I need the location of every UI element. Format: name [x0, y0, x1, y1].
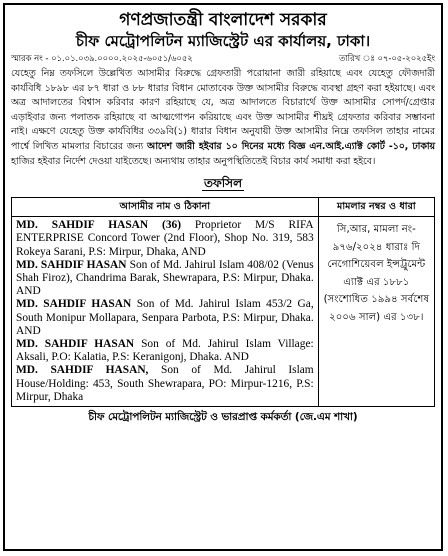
accused-name: MD. SAHDIF HASAN,: [16, 364, 149, 377]
order-emphasis: আদেশ জারী হইবার ১০ দিনের মধ্যে বিজ্ঞ এন.আই.এ্যাক্ট কোর্ট -১০, ঢাকায়: [147, 140, 435, 152]
memo-date: তারিখ ঃ ০৭-০৫-২০২৫ইং: [338, 53, 435, 63]
case-number-and-section: সি,আর, মামলা নং- ৯৭৬/২০২৪ ধারাঃ দি নেগোশিয়েবল ইন্সট্রুমেন্ট এ্যাক্ট এর ১৮৮১ (সংশোধিত ১৯৯৪ সর্বশেষ ২০০৬ সাল) এর ১৩৮।: [318, 217, 434, 407]
schedule-heading: তফসিল: [203, 176, 243, 191]
office-title: চীফ মেট্রোপলিটন ম্যাজিস্ট্রেট এর কার্যালয়, ঢাকা।: [75, 32, 371, 50]
court-notice: [3, 3, 443, 551]
accused-address: Proprietor M/S RIFA ENTERPRISE Concord Tower (2nd Floor), Shop No. 319, 583 Rokeya Sarani, P.S: Mirpur, Dhaka, AND: [16, 219, 314, 258]
accused-entry: [16, 298, 314, 338]
accused-name: MD. SAHDIF HASAN: [16, 258, 127, 271]
accused-name: MD. SAHDIF HASAN: [16, 298, 132, 311]
accused-entry: [16, 259, 314, 299]
column-header-accused: আসামীর নাম ও ঠিকানা: [12, 198, 319, 217]
notice-paragraph-end: হাজির হইবার নির্দেশ দেওয়া যাইতেছে। অন্যথায় তাহার অনুপস্থিতিতেই বিচার কার্য সমাধা করা হইবে।: [11, 155, 376, 167]
signature-line: চীফ মেট্রোপলিটন ম্যাজিস্ট্রেট ও ভারপ্রাপ্ত কর্মকর্তা (জে.এম শাখা): [88, 411, 358, 423]
memo-number: স্মারক নং - ০১.০১.০৩৯.০০০০.২০২৫-৬০৫১/৬০৫২: [11, 53, 193, 63]
accused-entry: [16, 219, 314, 259]
memo-row: [11, 52, 435, 65]
notice-body: [11, 67, 435, 169]
schedule-table: [11, 197, 435, 407]
accused-address: Son of Md. Jahirul Islam 453/2 Ga, South Monipur Mollapara, Senpara Parbota, P.S: Mirpur, Dhaka. AND: [16, 298, 314, 337]
accused-address: Son of Md. Jahirul Islam Village: Aksali, P.O: Kalatia, P.S: Keranigonj, Dhaka. AND: [16, 337, 314, 364]
column-header-case: মামলার নম্বর ও ধারা: [318, 198, 434, 217]
notice-paragraph: যেহেতু নিম্ন তফসিলে উল্লেখিত আসামীর বিরুদ্ধে গ্রেফতারী পরোয়ানা জারী রহিয়াছে এবং যেহেতু ফৌজদারী কার্যবিধি ১৮৯৮ এর ৮৭ ধারা ও ৮৮ ধারার বিধান মোতাবেক উক্ত আসামীর বিরুদ্ধে ব্যবস্থা গ্রহণ করা হইয়াছে। এবং অত্র আদালতের বিশ্বাস করিবার কারণ রহিয়াছে যে, অত্র আদালতে বিচারার্থে উক্ত আসামীর সোপর্দ/গ্রেপ্তার এড়াইবার জন্য পলাতক রহিয়াছে বা আত্মগোপন করিয়াছে এবং উক্ত আসামীর শীঘ্রই গ্রেফতার করিবার সম্ভাবনা নাই। এক্ষণে যেহেতু উক্ত কার্যবিধির ৩৩৯বি(১) ধারার বিধান অনুযায়ী উক্ত আসামীর নিম্নে তফসিল তাহার নামের পার্শ্বে লিখিত মামলার বিচারের জন্য: [11, 68, 435, 152]
accused-list: [12, 217, 319, 407]
accused-name: MD. SAHDIF HASAN: [16, 337, 135, 350]
accused-name: MD. SAHDIF HASAN (36): [16, 219, 182, 232]
accused-address: Son of Md. Jahirul Islam House/Holding: 453, South Shewrapara, PO: Mirpur-1216, P.S: Mirpur, Dhaka: [16, 364, 314, 403]
accused-entry: [16, 338, 314, 364]
accused-entry: [16, 364, 314, 404]
accused-address: Son of Md. Jahirul Islam 408/02 (Venus Shah Firoz), Chandrima Barak, Shewrapara, P.S: Mirpur, Dhaka. AND: [16, 258, 314, 298]
government-title: গণপ্রজাতন্ত্রী বাংলাদেশ সরকার: [119, 10, 327, 30]
